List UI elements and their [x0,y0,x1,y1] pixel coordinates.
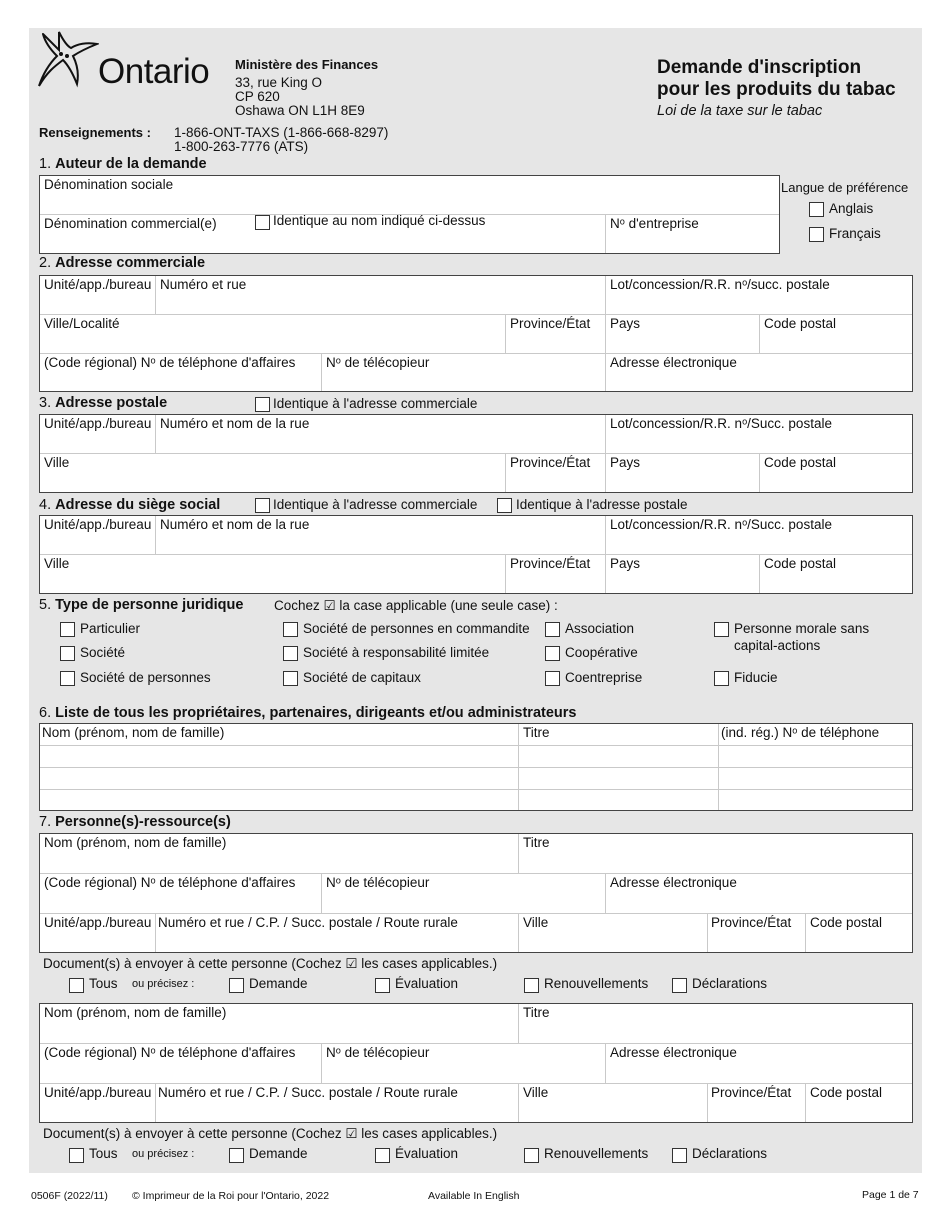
c1-street-field[interactable]: Numéro et rue / C.P. / Succ. postale / Route rurale [156,914,519,952]
footer-copyright: © Imprimeur de la Roi pour l'Ontario, 2022 [132,1190,330,1202]
owners-row2-title[interactable] [519,768,719,790]
language-french-checkbox[interactable] [809,227,824,242]
contact2-box [39,1003,913,1123]
c1-postal-field[interactable]: Code postal [810,915,883,930]
ministry-address-line1: 33, rue King O [235,75,323,90]
c1-docs-demande-label: Demande [249,976,308,991]
s3-country-field[interactable]: Pays [606,454,760,492]
s3-same-business-label: Identique à l'adresse commerciale [273,396,478,411]
c1-docs-demande-checkbox[interactable] [229,978,244,993]
footer-available-english: Available In English [428,1190,520,1202]
type-societe-checkbox[interactable] [60,646,75,661]
type-sans-capital-checkbox[interactable] [714,622,729,637]
s4-unit-field[interactable]: Unité/app./bureau [40,516,156,555]
s2-street-field[interactable]: Numéro et rue [156,276,606,315]
c1-unit-field[interactable]: Unité/app./bureau [40,914,156,952]
owners-row3-phone[interactable] [719,790,912,810]
trillium-logo-icon [37,30,99,88]
c1-name-field[interactable]: Nom (prénom, nom de famille) [40,834,519,874]
s4-lot-field[interactable]: Lot/concession/R.R. nᵒ/Succ. postale [606,516,912,555]
c2-docs-renewals-label: Renouvellements [544,1146,649,1161]
s2-postal-field[interactable]: Code postal [760,315,912,354]
type-cooperative-label: Coopérative [565,645,638,660]
s3-same-business-checkbox[interactable] [255,397,270,412]
s3-lot-field[interactable]: Lot/concession/R.R. nᵒ/Succ. postale [606,415,912,454]
type-societe-label: Société [80,645,126,660]
s3-unit-field[interactable]: Unité/app./bureau [40,415,156,454]
s4-postal-field[interactable]: Code postal [764,556,837,571]
c1-docs-or-specify: ou précisez : [132,978,195,990]
info-phone2: 1-800-263-7776 (ATS) [174,139,309,154]
c2-phone-field[interactable]: (Code régional) Nᵒ de téléphone d'affaires [40,1044,322,1084]
form-title-line2: pour les produits du tabac [657,79,896,100]
owners-header-name: Nom (prénom, nom de famille) [40,724,519,746]
business-number-field[interactable]: Nᵒ d'entreprise [610,216,699,231]
s5-instruction: Cochez ☑ la case applicable (une seule case) : [274,598,558,613]
c2-docs-or-specify: ou précisez : [132,1148,195,1160]
owners-row1-phone[interactable] [719,746,912,768]
c2-city-field[interactable]: Ville [519,1084,708,1122]
owners-row3-title[interactable] [519,790,719,810]
owners-row3-name[interactable] [40,790,519,810]
c1-docs-evaluation-checkbox[interactable] [375,978,390,993]
c2-docs-returns-label: Déclarations [692,1146,768,1161]
same-as-above-checkbox[interactable] [255,215,270,230]
section6-heading: 6. Liste de tous les propriétaires, partenaires, dirigeants et/ou administrateurs [39,705,577,721]
section1-heading: 1. Auteur de la demande [39,156,207,172]
language-english-label: Anglais [829,201,874,216]
type-fiducie-label: Fiducie [734,670,778,685]
legal-name-field[interactable]: Dénomination sociale [40,176,779,215]
c1-docs-returns-label: Déclarations [692,976,768,991]
c2-docs-demande-checkbox[interactable] [229,1148,244,1163]
trade-name-field[interactable]: Dénomination commercial(e) [40,215,606,253]
footer-form-number: 0506F (2022/11) [31,1190,108,1202]
c2-street-field[interactable]: Numéro et rue / C.P. / Succ. postale / Route rurale [156,1084,519,1122]
c2-docs-all-label: Tous [89,1146,118,1161]
type-cooperative-checkbox[interactable] [545,646,560,661]
s2-fax-field[interactable]: Nᵒ de télécopieur [322,354,606,391]
type-particulier-checkbox[interactable] [60,622,75,637]
s2-city-field[interactable]: Ville/Localité [40,315,506,354]
info-label: Renseignements : [39,125,151,140]
c2-unit-field[interactable]: Unité/app./bureau [40,1084,156,1122]
s2-country-field[interactable]: Pays [606,315,760,354]
language-french-label: Français [829,226,881,241]
c2-docs-demande-label: Demande [249,1146,308,1161]
type-association-checkbox[interactable] [545,622,560,637]
s2-unit-field[interactable]: Unité/app./bureau [40,276,156,315]
section4-box [39,515,913,594]
type-capitaux-checkbox[interactable] [283,671,298,686]
c1-docs-all-checkbox[interactable] [69,978,84,993]
type-sans-capital-label-line1: Personne morale sans [734,621,870,636]
s3-city-field[interactable]: Ville [40,454,506,492]
s3-province-field[interactable]: Province/État [506,454,606,492]
s4-same-business-checkbox[interactable] [255,498,270,513]
s2-province-field[interactable]: Province/État [506,315,606,354]
type-capitaux-label: Société de capitaux [303,670,421,685]
section3-heading: 3. Adresse postale [39,395,168,411]
type-coentreprise-label: Coentreprise [565,670,643,685]
s4-same-postal-label: Identique à l'adresse postale [516,497,688,512]
owners-row2-name[interactable] [40,768,519,790]
s4-same-postal-checkbox[interactable] [497,498,512,513]
s4-province-field[interactable]: Province/État [506,555,606,593]
type-soc-personnes-label: Société de personnes [80,670,211,685]
owners-row1-name[interactable] [40,746,519,768]
language-english-checkbox[interactable] [809,202,824,217]
type-sans-capital-label-line2: capital-actions [734,638,821,653]
type-commandite-checkbox[interactable] [283,622,298,637]
s4-same-business-label: Identique à l'adresse commerciale [273,497,478,512]
owners-header-phone: (ind. rég.) Nᵒ de téléphone [719,724,912,746]
section7-heading: 7. Personne(s)-ressource(s) [39,814,231,830]
c2-docs-renewals-checkbox[interactable] [524,1148,539,1163]
type-resp-limitee-label: Société à responsabilité limitée [303,645,490,660]
c2-docs-all-checkbox[interactable] [69,1148,84,1163]
ministry-name: Ministère des Finances [235,57,379,72]
info-phone1: 1-866-ONT-TAXS (1-866-668-8297) [174,125,389,140]
c1-fax-field[interactable]: Nᵒ de télécopieur [322,874,606,914]
owners-table [39,723,913,811]
section5-heading: 5. Type de personne juridique [39,597,244,613]
s4-street-field[interactable]: Numéro et nom de la rue [156,516,606,555]
s3-street-field[interactable]: Numéro et nom de la rue [156,415,606,454]
section2-heading: 2. Adresse commerciale [39,255,206,271]
c1-docs-renewals-label: Renouvellements [544,976,649,991]
s2-email-field[interactable]: Adresse électronique [610,355,737,370]
c1-docs-all-label: Tous [89,976,118,991]
footer-page-number: Page 1 de 7 [862,1189,919,1201]
type-commandite-label: Société de personnes en commandite [303,621,530,636]
c1-phone-field[interactable]: (Code régional) Nᵒ de téléphone d'affaires [40,874,322,914]
section2-box [39,275,913,392]
type-resp-limitee-checkbox[interactable] [283,646,298,661]
s2-lot-field[interactable]: Lot/concession/R.R. nᵒ/succ. postale [606,276,912,315]
ministry-address-line3: Oshawa ON L1H 8E9 [235,103,365,118]
section3-box [39,414,913,493]
type-coentreprise-checkbox[interactable] [545,671,560,686]
c2-docs-returns-checkbox[interactable] [672,1148,687,1163]
ontario-logo-text: Ontario [98,52,210,91]
c1-email-field[interactable]: Adresse électronique [606,874,912,914]
section4-heading: 4. Adresse du siège social [39,497,221,513]
form-title-line1: Demande d'inscription [657,57,862,78]
c2-email-field[interactable]: Adresse électronique [606,1044,912,1084]
c1-title-field[interactable]: Titre [519,834,912,874]
c2-postal-field[interactable]: Code postal [810,1085,883,1100]
c2-docs-evaluation-checkbox[interactable] [375,1148,390,1163]
owners-row1-title[interactable] [519,746,719,768]
c2-name-field[interactable]: Nom (prénom, nom de famille) [40,1004,519,1044]
c1-city-field[interactable]: Ville [519,914,708,952]
owners-row2-phone[interactable] [719,768,912,790]
c1-docs-renewals-checkbox[interactable] [524,978,539,993]
s2-phone-field[interactable]: (Code régional) Nᵒ de téléphone d'affaires [40,354,322,391]
type-particulier-label: Particulier [80,621,141,636]
type-fiducie-checkbox[interactable] [714,671,729,686]
c1-docs-returns-checkbox[interactable] [672,978,687,993]
s4-city-field[interactable]: Ville [40,555,506,593]
c2-docs-evaluation-label: Évaluation [395,1146,459,1161]
ministry-address-line2: CP 620 [235,89,280,104]
c2-province-field[interactable]: Province/État [708,1084,806,1122]
s4-country-field[interactable]: Pays [606,555,760,593]
s3-postal-field[interactable]: Code postal [764,455,837,470]
type-association-label: Association [565,621,635,636]
owners-header-title: Titre [519,724,719,746]
c1-docs-instruction: Document(s) à envoyer à cette personne (Cochez ☑ les cases applicables.) [43,956,498,971]
c2-title-field[interactable]: Titre [519,1004,912,1044]
same-as-above-label: Identique au nom indiqué ci-dessus [273,213,486,228]
c2-fax-field[interactable]: Nᵒ de télécopieur [322,1044,606,1084]
contact1-box [39,833,913,953]
c2-docs-instruction: Document(s) à envoyer à cette personne (Cochez ☑ les cases applicables.) [43,1126,498,1141]
type-soc-personnes-checkbox[interactable] [60,671,75,686]
c1-province-field[interactable]: Province/État [708,914,806,952]
language-preference-label: Langue de préférence [781,180,909,195]
c1-docs-evaluation-label: Évaluation [395,976,459,991]
form-subtitle: Loi de la taxe sur le tabac [657,103,823,119]
